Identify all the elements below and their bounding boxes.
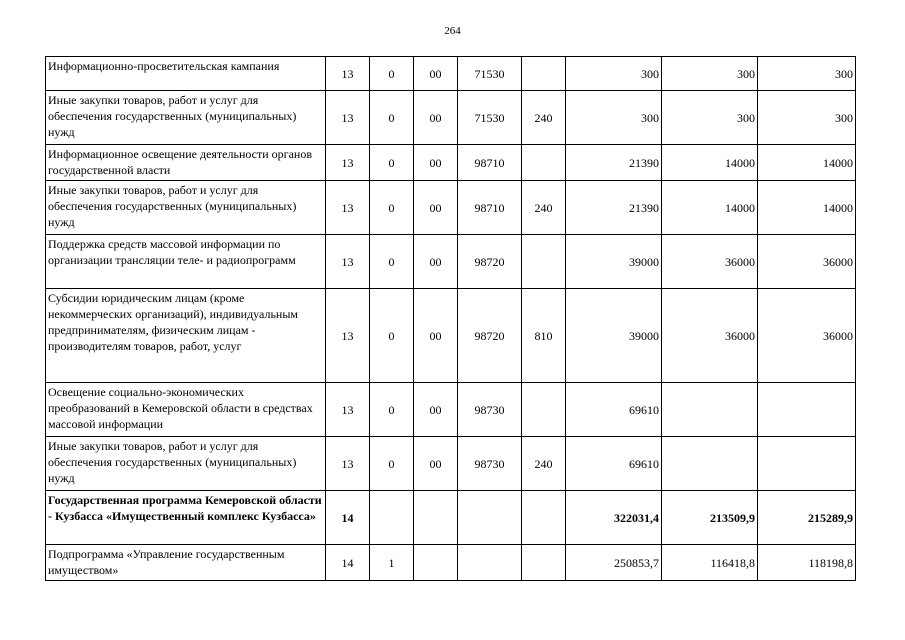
target-item-code: 98730 [458,383,522,437]
expense-type-code: 240 [522,437,566,491]
section-code: 13 [326,383,370,437]
table-row [46,289,856,383]
table-row [46,57,856,91]
table-row [46,437,856,491]
target-item-code: 98720 [458,289,522,383]
amount-year-2: 300 [662,57,758,91]
section-code: 14 [326,545,370,581]
table-row [46,545,856,581]
expense-type-code [522,145,566,181]
program-code: 00 [414,181,458,235]
program-code: 00 [414,145,458,181]
table-row [46,181,856,235]
subsection-code: 0 [370,383,414,437]
expense-type-code: 810 [522,289,566,383]
row-name: Освещение социально-экономических преобразований в Кемеровской области в средствах массовой информации [46,383,326,437]
amount-year-3: 14000 [758,145,856,181]
expense-type-code [522,235,566,289]
amount-year-1: 250853,7 [566,545,662,581]
subsection-code: 0 [370,145,414,181]
target-item-code: 98710 [458,181,522,235]
section-code: 13 [326,437,370,491]
row-name: Подпрограмма «Управление государственным имуществом» [46,545,326,581]
table-row [46,491,856,545]
subsection-code: 0 [370,57,414,91]
program-code: 00 [414,235,458,289]
amount-year-2: 14000 [662,145,758,181]
page-number: 264 [444,25,461,37]
amount-year-1: 69610 [566,437,662,491]
row-name: Иные закупки товаров, работ и услуг для обеспечения государственных (муниципальных) нужд [46,181,326,235]
section-code: 14 [326,491,370,545]
amount-year-2: 116418,8 [662,545,758,581]
table-row [46,383,856,437]
amount-year-2: 14000 [662,181,758,235]
row-name: Государственная программа Кемеровской области - Кузбасса «Имущественный комплекс Кузбасса» [46,491,326,545]
program-code: 00 [414,437,458,491]
amount-year-3 [758,383,856,437]
row-name: Информационное освещение деятельности органов государственной власти [46,145,326,181]
amount-year-2 [662,437,758,491]
amount-year-2: 213509,9 [662,491,758,545]
target-item-code: 98720 [458,235,522,289]
subsection-code: 1 [370,545,414,581]
amount-year-1: 69610 [566,383,662,437]
amount-year-3 [758,437,856,491]
section-code: 13 [326,289,370,383]
row-name: Субсидии юридическим лицам (кроме некоммерческих организаций), индивидуальным предпринимателям, физическим лицам - производителям товаров, работ, услуг [46,289,326,383]
amount-year-2: 36000 [662,235,758,289]
expense-type-code [522,491,566,545]
row-name: Иные закупки товаров, работ и услуг для обеспечения государственных (муниципальных) нужд [46,437,326,491]
amount-year-2: 36000 [662,289,758,383]
subsection-code: 0 [370,181,414,235]
subsection-code: 0 [370,289,414,383]
row-name: Иные закупки товаров, работ и услуг для обеспечения государственных (муниципальных) нужд [46,91,326,145]
subsection-code: 0 [370,235,414,289]
section-code: 13 [326,181,370,235]
expense-type-code: 240 [522,91,566,145]
row-name: Информационно-просветительская кампания [46,57,326,91]
amount-year-3: 215289,9 [758,491,856,545]
section-code: 13 [326,145,370,181]
target-item-code: 98710 [458,145,522,181]
amount-year-3: 300 [758,91,856,145]
amount-year-1: 322031,4 [566,491,662,545]
section-code: 13 [326,57,370,91]
expense-type-code: 240 [522,181,566,235]
row-name: Поддержка средств массовой информации по организации трансляции теле- и радиопрограмм [46,235,326,289]
target-item-code: 71530 [458,57,522,91]
amount-year-1: 39000 [566,235,662,289]
amount-year-2: 300 [662,91,758,145]
table-row [46,91,856,145]
subsection-code: 0 [370,91,414,145]
budget-table [45,56,856,581]
program-code: 00 [414,289,458,383]
amount-year-1: 300 [566,57,662,91]
section-code: 13 [326,235,370,289]
target-item-code: 71530 [458,91,522,145]
amount-year-3: 14000 [758,181,856,235]
amount-year-1: 21390 [566,145,662,181]
amount-year-2 [662,383,758,437]
section-code: 13 [326,91,370,145]
amount-year-3: 300 [758,57,856,91]
amount-year-3: 118198,8 [758,545,856,581]
subsection-code [370,491,414,545]
expense-type-code [522,545,566,581]
amount-year-3: 36000 [758,289,856,383]
amount-year-1: 300 [566,91,662,145]
expense-type-code [522,383,566,437]
target-item-code [458,545,522,581]
program-code: 00 [414,383,458,437]
table-row [46,145,856,181]
target-item-code: 98730 [458,437,522,491]
subsection-code: 0 [370,437,414,491]
expense-type-code [522,57,566,91]
table-row [46,235,856,289]
target-item-code [458,491,522,545]
program-code [414,491,458,545]
amount-year-1: 21390 [566,181,662,235]
program-code [414,545,458,581]
program-code: 00 [414,57,458,91]
amount-year-1: 39000 [566,289,662,383]
amount-year-3: 36000 [758,235,856,289]
program-code: 00 [414,91,458,145]
